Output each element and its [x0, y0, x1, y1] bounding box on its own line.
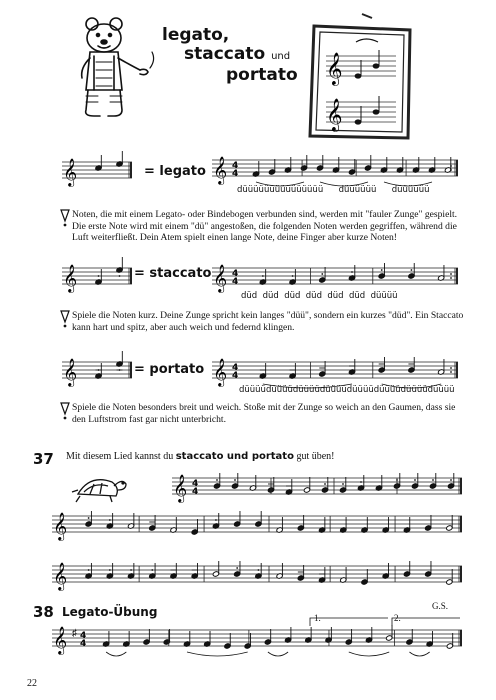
svg-text:4: 4 [232, 169, 239, 179]
exercise-37-staff-1 [172, 470, 464, 510]
portato-example-staff [62, 350, 136, 400]
svg-text:𝄞: 𝄞 [326, 52, 343, 85]
staccato-syllables: düd düd düd düd düd düd düüüü [241, 291, 398, 301]
portato-label: = portato [134, 362, 205, 377]
exercise-38-number: 38 [33, 603, 54, 621]
svg-text:4: 4 [192, 487, 199, 497]
svg-text:4: 4 [232, 269, 239, 279]
staccato-example-staff [62, 256, 136, 306]
svg-text:𝄞: 𝄞 [53, 626, 68, 654]
svg-text:4: 4 [192, 479, 199, 489]
svg-text:𝄞: 𝄞 [213, 264, 228, 292]
svg-text:4: 4 [80, 639, 87, 649]
staccato-label: = staccato [134, 266, 212, 281]
svg-text:𝄞: 𝄞 [173, 474, 188, 502]
legato-label: = legato [144, 164, 206, 179]
svg-text:4: 4 [80, 631, 87, 641]
exercise-38-staff [52, 620, 464, 664]
svg-text:𝄞: 𝄞 [213, 156, 228, 184]
portato-syllables: düüüüdüüüüdüüüüdüüüüdüüüüdüüüüdüüüüdüüüü [239, 385, 455, 395]
legato-explanation: Noten, die mit einem Legato- oder Bindebogen verbunden sind, werden mit "fauler Zunge" gespielt. Die erste Note wird mit einem "dü" angestoßen, die folgenden Noten werden gegriffen, während die Luft weiterfließt. Dein Atem spielt einen lange Note, deine Finger aber kurze Noten! [72, 209, 458, 244]
volta-1-label: 1. [314, 613, 321, 623]
svg-text:𝄞: 𝄞 [213, 358, 228, 386]
volta-2-label: 2. [394, 613, 401, 623]
framed-notation-picture [306, 12, 416, 142]
exercise-37-intro: Mit diesem Lied kannst du staccato und portato gut üben! [66, 451, 335, 462]
svg-text:𝄞: 𝄞 [63, 358, 78, 386]
staccato-explanation: Spiele die Noten kurz. Deine Zunge spricht kein langes "düü", sondern ein kurzes "düd". Ein Staccato kann hart und spitz, aber auch weich und federnd klingen. [72, 310, 464, 333]
svg-text:♯: ♯ [72, 628, 77, 639]
page-title: legato, staccato und portato [162, 25, 298, 85]
exercise-38-title: Legato-Übung [62, 605, 158, 619]
svg-text:4: 4 [232, 371, 239, 381]
svg-text:4: 4 [232, 363, 239, 373]
exercise-38-composer: G.S. [432, 601, 449, 611]
bear-illustration [70, 12, 160, 130]
exercise-37-number: 37 [33, 450, 54, 468]
svg-text:𝄞: 𝄞 [63, 264, 78, 292]
svg-text:4: 4 [232, 277, 239, 287]
legato-example-staff [62, 150, 136, 200]
exercise-37-staff-3 [52, 558, 464, 598]
svg-text:𝄞: 𝄞 [53, 562, 68, 590]
exercise-37-staff-2 [52, 508, 464, 548]
legato-syllables: düüüüüüüüüüüüüüü düüüüüü düüüüüü [237, 185, 430, 195]
portato-explanation: Spiele die Noten besonders breit und weich. Stoße mit der Zunge so weich an den Gaumen, dass sie den Luftstrom fast gar nicht unterbricht. [72, 402, 456, 425]
svg-text:𝄞: 𝄞 [53, 512, 68, 540]
svg-text:4: 4 [232, 161, 239, 171]
page-number: 22 [27, 678, 37, 689]
svg-text:𝄞: 𝄞 [326, 98, 343, 131]
svg-text:𝄞: 𝄞 [63, 158, 78, 186]
